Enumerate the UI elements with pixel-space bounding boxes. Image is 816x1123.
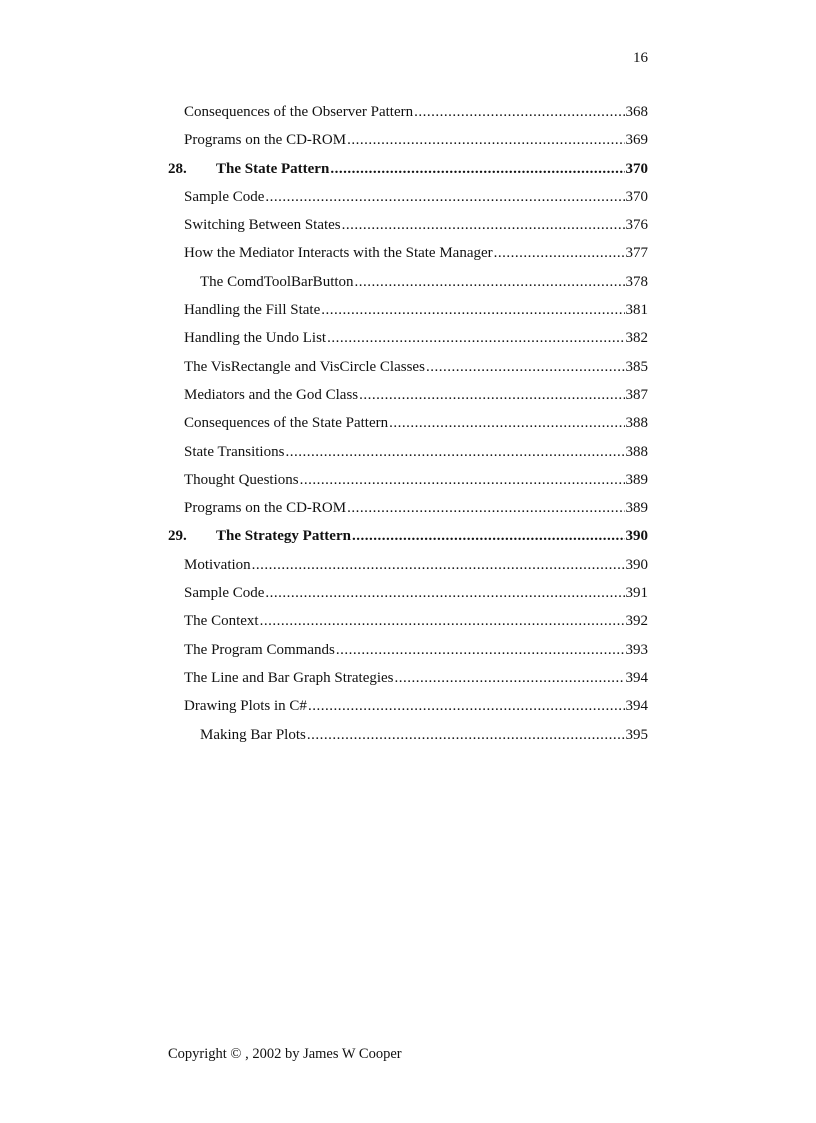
toc-entry-title: Programs on the CD-ROM: [184, 500, 347, 517]
toc-entry-title: The State Pattern: [216, 160, 330, 177]
toc-entry-title: Consequences of the Observer Pattern: [184, 104, 414, 120]
toc-dot-leader: [355, 268, 625, 296]
toc-entry-title: Sample Code: [184, 188, 265, 205]
toc-dot-leader: [359, 381, 624, 409]
toc-dot-leader: [347, 126, 624, 154]
toc-entry-title: Consequences of the State Pattern: [184, 415, 389, 432]
toc-entry-title: Sample Code: [184, 585, 265, 602]
toc-dot-leader: [265, 579, 624, 607]
toc-dot-leader: [327, 324, 624, 352]
toc-entry-title: Handling the Fill State: [184, 302, 321, 319]
toc-page-number: 382: [625, 330, 648, 347]
toc-page-number: 376: [625, 217, 648, 234]
toc-section-entry[interactable]: [168, 296, 648, 324]
toc-page-number: 395: [625, 726, 648, 743]
toc-page-number: 388: [625, 443, 648, 460]
toc-page-number: 377: [625, 245, 648, 262]
toc-section-entry[interactable]: [168, 98, 648, 126]
toc-page-number: 389: [625, 471, 648, 488]
toc-entry-title: Making Bar Plots: [200, 726, 306, 743]
toc-entry-title: The VisRectangle and VisCircle Classes: [184, 358, 425, 375]
toc-section-entry[interactable]: [168, 579, 648, 607]
toc-page-number: 388: [625, 415, 648, 432]
toc-dot-leader: [265, 183, 624, 211]
toc-section-entry[interactable]: [168, 324, 648, 352]
toc-dot-leader: [352, 522, 625, 550]
toc-section-entry[interactable]: [168, 494, 648, 522]
toc-page-number: 368: [625, 104, 648, 120]
toc-page-number: 387: [625, 386, 648, 403]
table-of-contents: [168, 98, 648, 749]
toc-dot-leader: [308, 692, 625, 720]
toc-section-entry[interactable]: [168, 607, 648, 635]
toc-entry-title: The Strategy Pattern: [216, 528, 351, 545]
toc-section-entry[interactable]: [168, 721, 648, 749]
toc-dot-leader: [252, 551, 625, 579]
toc-entry-title: Mediators and the God Class: [184, 386, 359, 403]
toc-dot-leader: [395, 664, 625, 692]
toc-entry-title: Handling the Undo List: [184, 330, 327, 347]
toc-dot-leader: [307, 721, 625, 749]
toc-section-entry[interactable]: [168, 551, 648, 579]
toc-page-number: 385: [625, 358, 648, 375]
toc-dot-leader: [336, 636, 625, 664]
toc-page-number: 390: [625, 556, 648, 573]
toc-entry-title: The Line and Bar Graph Strategies: [184, 669, 394, 686]
toc-entry-title: State Transitions: [184, 443, 285, 460]
toc-page-number: 369: [625, 132, 648, 149]
toc-entry-title: How the Mediator Interacts with the State Manager: [184, 245, 493, 262]
toc-page-number: 370: [625, 188, 648, 205]
toc-section-entry[interactable]: [168, 381, 648, 409]
toc-page-number: 390: [625, 528, 648, 545]
toc-section-entry[interactable]: [168, 409, 648, 437]
toc-entry-title: The Context: [184, 613, 259, 630]
toc-page-number: 394: [625, 698, 648, 715]
toc-page-number: 393: [625, 641, 648, 658]
toc-page-number: 389: [625, 500, 648, 517]
toc-dot-leader: [285, 438, 624, 466]
toc-dot-leader: [330, 155, 624, 183]
toc-section-entry[interactable]: [168, 438, 648, 466]
toc-dot-leader: [321, 296, 624, 324]
toc-chapter-number: 28.: [168, 160, 187, 177]
toc-chapter-entry[interactable]: [168, 155, 648, 183]
toc-dot-leader: [414, 98, 624, 126]
toc-section-entry[interactable]: [168, 126, 648, 154]
toc-page-number: 394: [625, 669, 648, 686]
page-number: 16: [633, 50, 648, 66]
toc-chapter-number: 29.: [168, 528, 187, 545]
toc-entry-title: Switching Between States: [184, 217, 341, 234]
toc-section-entry[interactable]: [168, 692, 648, 720]
toc-dot-leader: [347, 494, 624, 522]
toc-page-number: 370: [625, 160, 648, 177]
toc-dot-leader: [426, 353, 625, 381]
toc-chapter-entry[interactable]: [168, 522, 648, 550]
toc-page-number: 378: [625, 273, 648, 290]
toc-entry-title: Thought Questions: [184, 471, 299, 488]
toc-section-entry[interactable]: [168, 636, 648, 664]
toc-dot-leader: [260, 607, 625, 635]
copyright-footer: Copyright © , 2002 by James W Cooper: [168, 1046, 402, 1062]
toc-page-number: 392: [625, 613, 648, 630]
toc-entry-title: Programs on the CD-ROM: [184, 132, 347, 149]
toc-section-entry[interactable]: [168, 268, 648, 296]
toc-dot-leader: [300, 466, 625, 494]
toc-dot-leader: [342, 211, 625, 239]
toc-page-number: 391: [625, 585, 648, 602]
toc-section-entry[interactable]: [168, 183, 648, 211]
toc-section-entry[interactable]: [168, 466, 648, 494]
toc-section-entry[interactable]: [168, 211, 648, 239]
toc-section-entry[interactable]: [168, 353, 648, 381]
toc-entry-title: The ComdToolBarButton: [200, 273, 354, 290]
toc-section-entry[interactable]: [168, 664, 648, 692]
toc-dot-leader: [389, 409, 624, 437]
toc-entry-title: Motivation: [184, 556, 251, 573]
toc-section-entry[interactable]: [168, 239, 648, 267]
toc-entry-title: The Program Commands: [184, 641, 335, 658]
toc-page-number: 381: [625, 302, 648, 319]
toc-entry-title: Drawing Plots in C#: [184, 698, 307, 715]
toc-dot-leader: [494, 239, 625, 267]
